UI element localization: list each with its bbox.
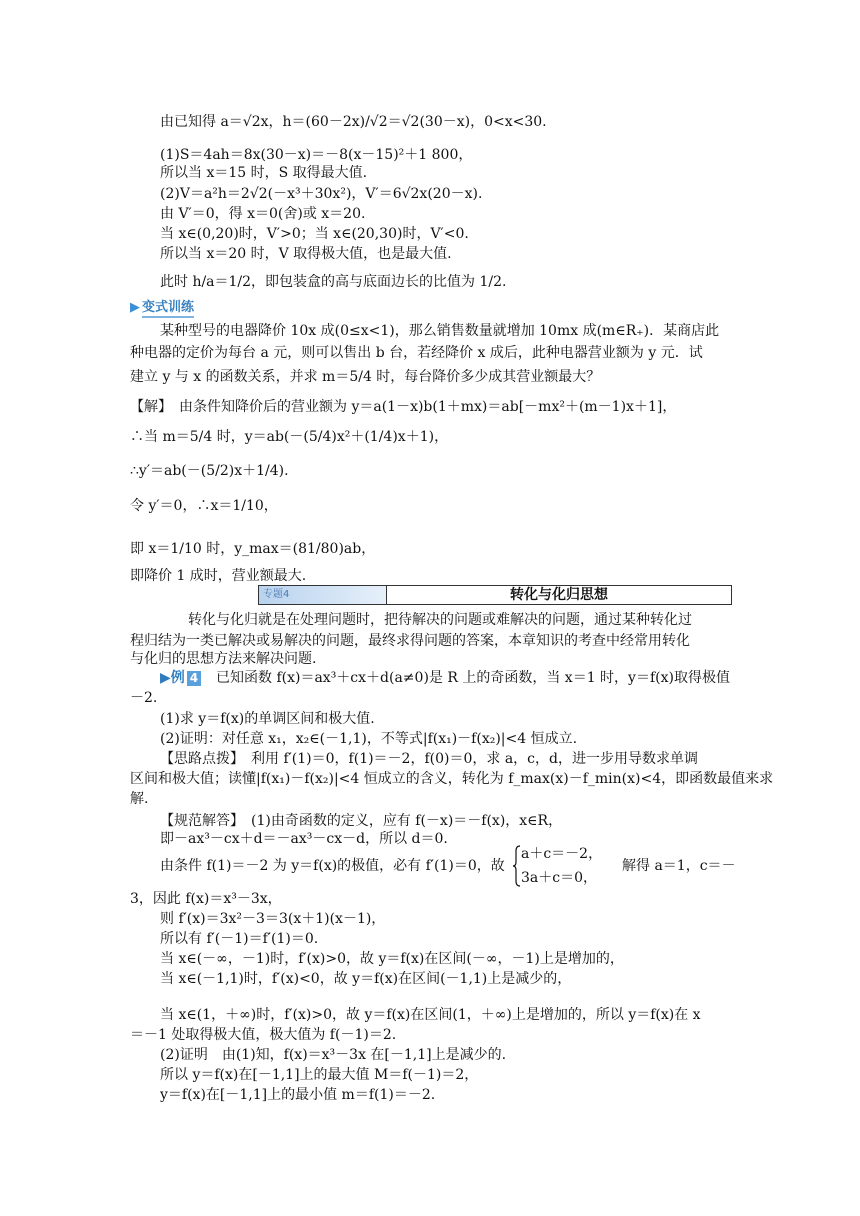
text-line: y＝f(x)在[－1,1]上的最小值 m＝f(1)＝－2. — [160, 1087, 436, 1103]
equation-system-line: 3a＋c＝0， — [521, 870, 598, 886]
equation-system-line: a＋c＝－2， — [521, 846, 603, 862]
text-line: 【解】 由条件知降价后的营业额为 y＝a(1－x)b(1＋mx)＝ab[－mx²＋(m－1)x＋1]， — [130, 399, 677, 415]
text-line: 所以当 x＝20 时，V 取得极大值，也是最大值. — [160, 246, 452, 262]
text-line: 当 x∈(－∞，－1)时，f′(x)>0，故 y＝f(x)在区间(－∞，－1)上是增加的， — [160, 951, 624, 967]
text-line: 即－ax³－cx＋d＝－ax³－cx－d，所以 d＝0. — [160, 831, 448, 847]
text-line: 当 x∈(1，＋∞)时，f′(x)>0，故 y＝f(x)在区间(1，＋∞)上是增加的，所以 y＝f(x)在 x — [160, 1007, 701, 1023]
play-arrow-icon: ▶ — [160, 670, 171, 686]
text-line: (1)求 y＝f(x)的单调区间和极大值. — [160, 711, 375, 727]
text-line: 当 x∈(－1,1)时，f′(x)<0，故 y＝f(x)在区间(－1,1)上是减少的， — [160, 971, 572, 987]
text-line: 由已知得 a＝√2x，h＝(60－2x)/√2＝√2(30－x)，0<x<30. — [160, 114, 547, 130]
text-line: 即降价 1 成时，营业额最大. — [130, 568, 307, 584]
text-line: 即 x＝1/10 时，y_max＝(81/80)ab， — [130, 541, 376, 557]
text-line: (2)V＝a²h＝2√2(－x³＋30x²)，V′＝6√2x(20－x). — [160, 186, 483, 202]
text-line: 解. — [130, 791, 149, 807]
text-line: 由条件 f(1)＝－2 为 y＝f(x)的极值，必有 f′(1)＝0，故 — [160, 858, 505, 874]
text-line: 则 f′(x)＝3x²－3＝3(x＋1)(x－1)， — [160, 911, 386, 927]
text-line: 已知函数 f(x)＝ax³＋cx＋d(a≠0)是 R 上的奇函数，当 x＝1 时，y＝f(x)取得极值 — [216, 670, 730, 686]
text-line: 由 V′＝0，得 x＝0(舍)或 x＝20. — [160, 206, 366, 222]
variant-training-heading: ▶ 变式训练 — [130, 300, 194, 316]
section-header-bar — [258, 585, 732, 605]
text-line: 程归结为一类已解决或易解决的问题，最终求得问题的答案，本章知识的考查中经常用转化 — [130, 633, 690, 649]
text-line: 所以当 x＝15 时，S 取得最大值. — [160, 165, 368, 181]
text-line: 【思路点拨】 利用 f′(1)＝0，f(1)＝－2，f(0)＝0，求 a，c，d，进一步用导数求单调 — [160, 751, 698, 767]
text-line: 所以 y＝f(x)在[－1,1]上的最大值 M＝f(－1)＝2， — [160, 1067, 479, 1083]
section-title: 转化与化归思想 — [510, 587, 608, 603]
left-brace — [513, 845, 521, 887]
example-badge: ▶例 4 — [160, 669, 201, 687]
text-line: ∴当 m＝5/4 时，y＝ab(－(5/4)x²＋(1/4)x＋1)， — [130, 429, 449, 445]
text-line: 3，因此 f(x)＝x³－3x， — [130, 891, 282, 907]
text-line: (1)S＝4ah＝8x(30－x)＝－8(x－15)²＋1 800， — [160, 147, 473, 163]
play-arrow-icon: ▶ — [130, 300, 140, 315]
text-line: 建立 y 与 x 的函数关系，并求 m＝5/4 时，每台降价多少成其营业额最大？ — [130, 369, 601, 385]
text-line: ∴y′＝ab(－(5/2)x＋1/4). — [130, 463, 289, 479]
text-line: 当 x∈(0,20)时，V′>0；当 x∈(20,30)时，V′<0. — [160, 226, 469, 242]
text-line: 此时 h/a＝1/2，即包装盒的高与底面边长的比值为 1/2. — [160, 274, 507, 290]
text-line: 【规范解答】 (1)由奇函数的定义，应有 f(－x)＝－f(x)，x∈R， — [160, 813, 563, 829]
text-line: －2. — [130, 690, 158, 706]
text-line: 转化与化归就是在处理问题时，把待解决的问题或难解决的问题，通过某种转化过 — [188, 612, 692, 628]
text-line: (2)证明：对任意 x₁，x₂∈(－1,1)，不等式|f(x₁)－f(x₂)|<4 恒成立. — [160, 731, 578, 747]
text-line: 某种型号的电器降价 10x 成(0≤x<1)，那么销售数量就增加 10mx 成(m∈R₊)．某商店此 — [160, 323, 720, 339]
text-line: (2)证明 由(1)知，f(x)＝x³－3x 在[－1,1]上是减少的. — [160, 1047, 507, 1063]
text-line: 种电器的定价为每台 a 元，则可以售出 b 台，若经降价 x 成后，此种电器营业额为 y 元．试 — [130, 345, 703, 361]
text-line: 所以有 f′(－1)＝f′(1)＝0. — [160, 931, 319, 947]
text-line: 与化归的思想方法来解决问题. — [130, 651, 317, 667]
section-label: 专题4 — [259, 586, 387, 604]
text-line: ＝－1 处取得极大值，极大值为 f(－1)＝2. — [130, 1027, 397, 1043]
text-line: 区间和极大值；读懂|f(x₁)－f(x₂)|<4 恒成立的含义，转化为 f_max(x)－f_min(x)<4，即函数最值来求 — [130, 771, 774, 787]
text-line: 令 y′＝0，∴x＝1/10， — [130, 498, 278, 514]
text-line: 解得 a＝1，c＝－ — [622, 858, 736, 874]
